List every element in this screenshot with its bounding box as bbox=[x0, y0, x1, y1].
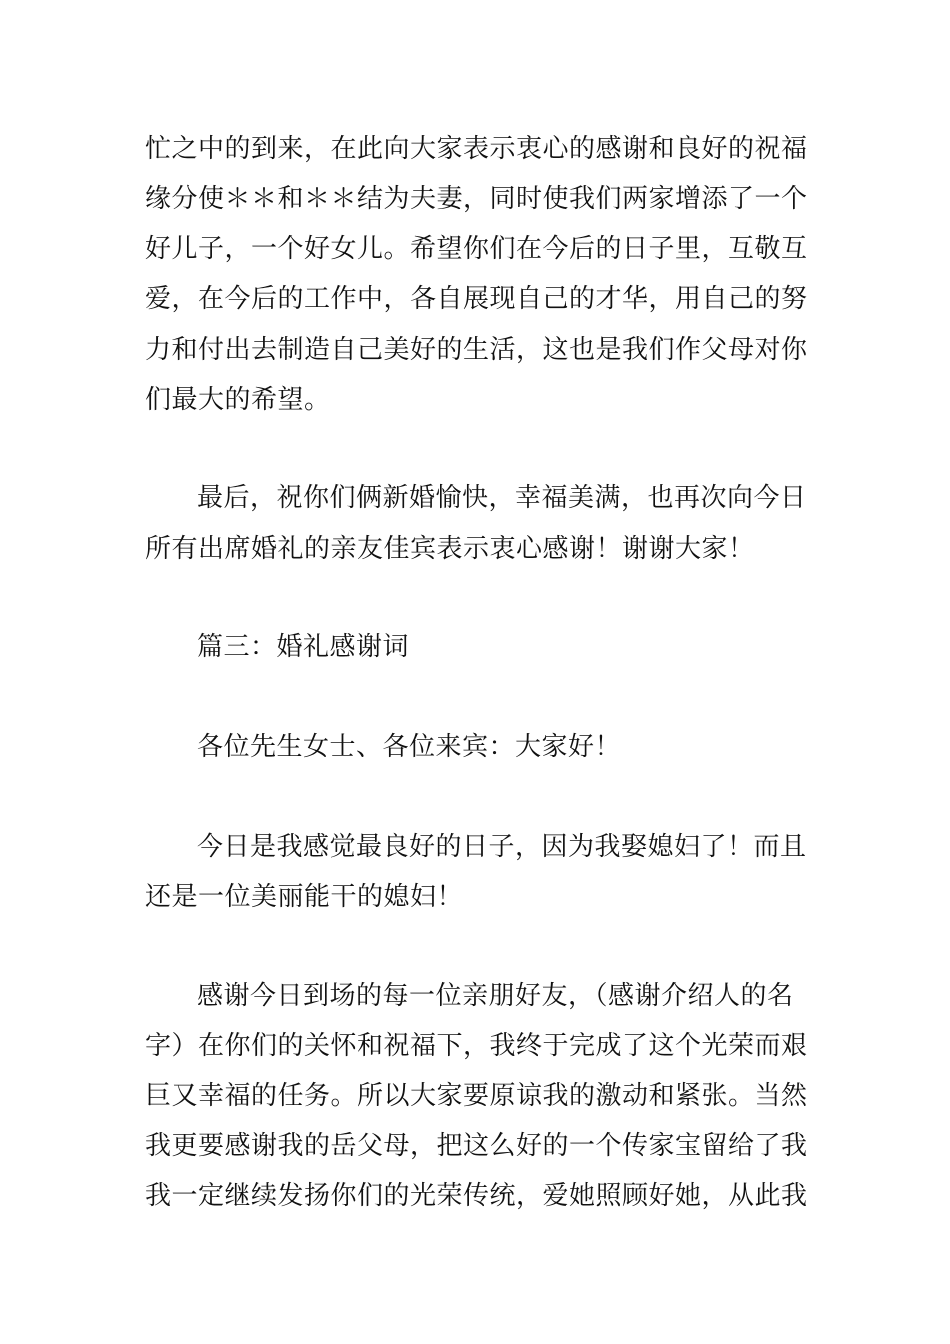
paragraph-line: 我更要感谢我的岳父母，把这么好的一个传家宝留给了我 bbox=[145, 1131, 808, 1161]
paragraph-line: 所有出席婚礼的亲友佳宾表示衷心感谢！谢谢大家！ bbox=[145, 534, 755, 564]
paragraph-line: 爱，在今后的工作中，各自展现自己的才华，用自己的努 bbox=[145, 284, 808, 314]
paragraph-line: 力和付出去制造自己美好的生活，这也是我们作父母对你 bbox=[145, 335, 808, 365]
section-title: 篇三：婚礼感谢词 bbox=[197, 632, 410, 662]
paragraph-line: 们最大的希望。 bbox=[145, 385, 331, 415]
paragraph-line: 今日是我感觉最良好的日子，因为我娶媳妇了！而且 bbox=[197, 832, 807, 862]
paragraph-line: 缘分使＊＊和＊＊结为夫妻，同时使我们两家增添了一个 bbox=[145, 184, 808, 214]
paragraph-line: 巨又幸福的任务。所以大家要原谅我的激动和紧张。当然 bbox=[145, 1081, 808, 1111]
paragraph-line: 感谢今日到场的每一位亲朋好友，（感谢介绍人的名 bbox=[197, 981, 794, 1011]
paragraph-line: 还是一位美丽能干的媳妇！ bbox=[145, 882, 464, 912]
greeting: 各位先生女士、各位来宾：大家好！ bbox=[197, 732, 622, 762]
paragraph-line: 我一定继续发扬你们的光荣传统，爱她照顾好她，从此我 bbox=[145, 1181, 808, 1211]
paragraph-line: 最后，祝你们俩新婚愉快，幸福美满，也再次向今日 bbox=[197, 483, 807, 513]
paragraph-line: 字）在你们的关怀和祝福下，我终于完成了这个光荣而艰 bbox=[145, 1031, 808, 1061]
paragraph-line: 好儿子，一个好女儿。希望你们在今后的日子里，互敬互 bbox=[145, 234, 808, 264]
paragraph-line: 忙之中的到来，在此向大家表示衷心的感谢和良好的祝福 bbox=[145, 134, 808, 164]
